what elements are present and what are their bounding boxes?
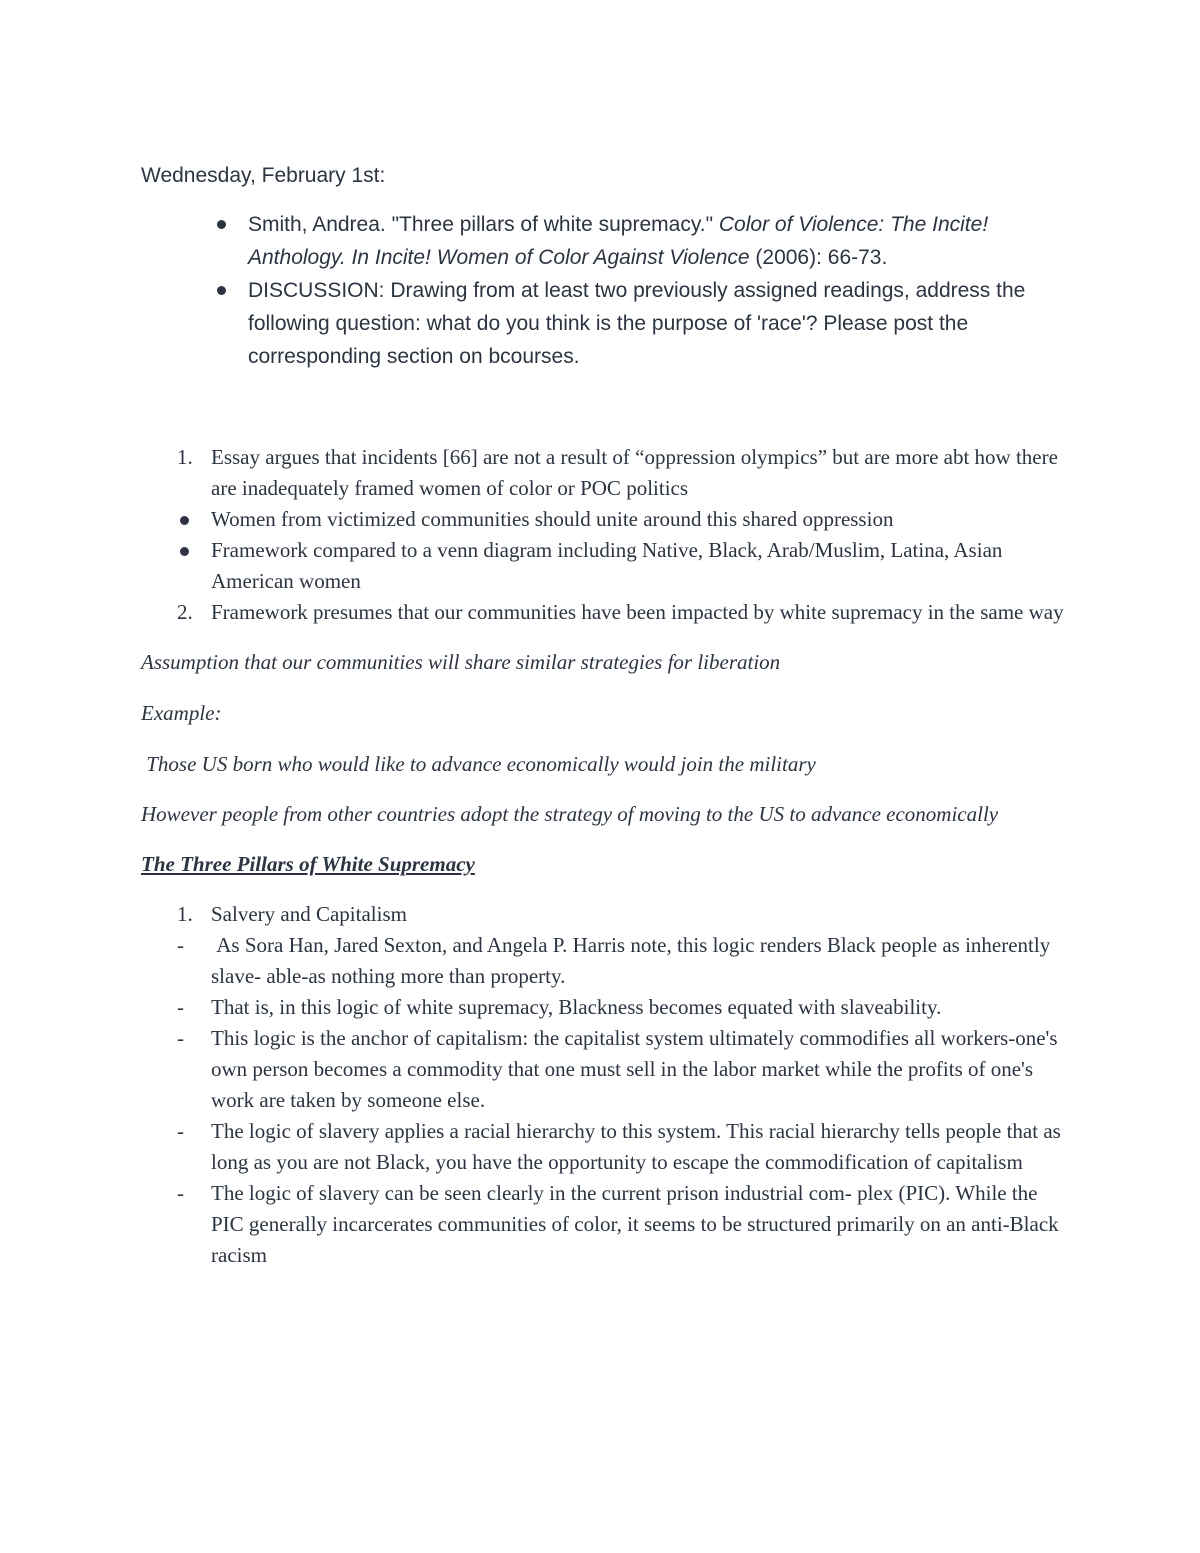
list-item xyxy=(141,442,1071,504)
list-number: 2. xyxy=(177,600,193,624)
dash-marker: - xyxy=(177,995,184,1019)
list-item-text: The logic of slavery can be seen clearly in the current prison industrial com- plex (PIC). While the PIC generally incarcerates communities of color, it seems to be structured primarily on an anti-Black racism xyxy=(211,1181,1059,1267)
pillar-list xyxy=(141,899,1071,1271)
bullet-icon xyxy=(180,547,189,556)
dash-marker: - xyxy=(177,1181,184,1205)
list-item-text: Salvery and Capitalism xyxy=(211,902,407,926)
discussion-text: DISCUSSION: Drawing from at least two previously assigned readings, address the following question: what do you think is the purpose of 'race'? Please post the corresponding section on bcourses. xyxy=(248,279,1026,368)
list-item-text: This logic is the anchor of capitalism: the capitalist system ultimately commodifies all workers-one's own person becomes a commodity that one must sell in the labor market while the profits of one's work are taken by someone else. xyxy=(211,1026,1058,1112)
assumption-text: Assumption that our communities will share similar strategies for liberation xyxy=(141,650,781,674)
list-item xyxy=(141,930,1071,992)
list-item xyxy=(141,504,1071,535)
list-item-discussion xyxy=(141,274,1071,373)
list-item-text: That is, in this logic of white supremacy, Blackness becomes equated with slaveability. xyxy=(211,995,942,1019)
list-item-text: As Sora Han, Jared Sexton, and Angela P. Harris note, this logic renders Black people as inherently slave- able-as nothing more than property. xyxy=(211,933,1056,988)
list-item-text: Framework presumes that our communities have been impacted by white supremacy in the same way xyxy=(211,600,1064,624)
assignment-list xyxy=(141,208,1071,373)
dash-marker: - xyxy=(177,933,184,957)
list-item xyxy=(141,1178,1071,1271)
reading-title: Color of Violence: The Incite! Anthology. In Incite! Women of Color Against Violence xyxy=(248,213,989,269)
notes-section xyxy=(141,442,1071,1271)
bullet-icon xyxy=(217,220,226,229)
section-title: The Three Pillars of White Supremacy xyxy=(141,852,475,876)
reading-citation: Smith, Andrea. "Three pillars of white supremacy." xyxy=(248,213,719,236)
list-item-text: Framework compared to a venn diagram including Native, Black, Arab/Muslim, Latina, Asian American women xyxy=(211,538,1003,593)
list-item-text: The logic of slavery applies a racial hierarchy to this system. This racial hierarchy tells people that as long as you are not Black, you have the opportunity to escape the commodification of capitalism xyxy=(211,1119,1061,1174)
bullet-icon xyxy=(217,286,226,295)
list-item xyxy=(141,1023,1071,1116)
list-number: 1. xyxy=(177,902,193,926)
list-item xyxy=(141,992,1071,1023)
list-item xyxy=(141,1116,1071,1178)
example-label: Example: xyxy=(141,701,222,725)
example-two: However people from other countries adopt the strategy of moving to the US to advance economically xyxy=(141,802,999,826)
example-one: Those US born who would like to advance economically would join the military xyxy=(141,752,816,776)
list-number: 1. xyxy=(177,445,193,469)
page-heading: Wednesday, February 1st: xyxy=(141,164,386,187)
reading-year-pages: (2006): 66-73. xyxy=(749,246,888,269)
dash-marker: - xyxy=(177,1026,184,1050)
list-item xyxy=(141,535,1071,597)
list-item xyxy=(141,899,1071,930)
list-item-text: Essay argues that incidents [66] are not a result of “oppression olympics” but are more abt how there are inadequately framed women of color or POC politics xyxy=(211,445,1058,500)
list-item xyxy=(141,597,1071,628)
dash-marker: - xyxy=(177,1119,184,1143)
list-item-reading xyxy=(141,208,1071,274)
bullet-icon xyxy=(180,516,189,525)
list-item-text: Women from victimized communities should unite around this shared oppression xyxy=(211,507,894,531)
